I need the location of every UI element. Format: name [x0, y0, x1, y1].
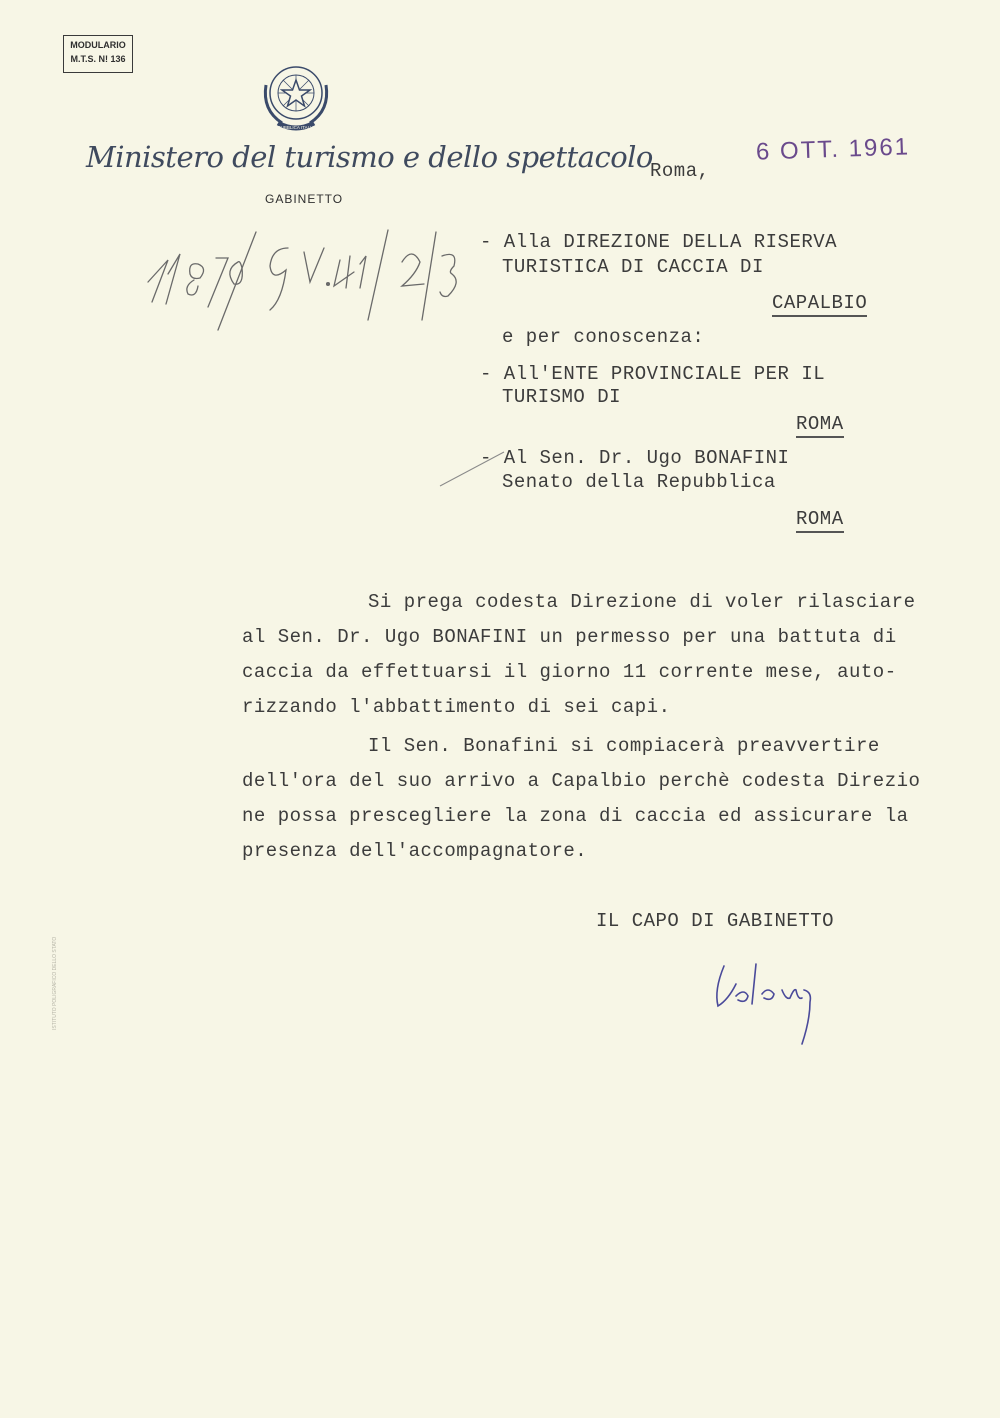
recipient-3-line-1: - Al Sen. Dr. Ugo BONAFINI	[480, 447, 790, 469]
date-stamp: 6 OTT. 1961	[755, 133, 911, 166]
protocol-number	[138, 222, 468, 332]
body-line-7: ne possa prescegliere la zona di caccia ed assicurare la	[242, 805, 909, 827]
modulario-box	[63, 35, 133, 73]
recipient-2-line-1: - All'ENTE PROVINCIALE PER IL	[480, 363, 826, 385]
handwritten-signature	[710, 960, 830, 1050]
body-line-5: Il Sen. Bonafini si compiacerà preavvertire	[368, 735, 880, 757]
recipient-2-line-2: TURISMO DI	[502, 386, 622, 408]
office-label: GABINETTO	[265, 192, 344, 206]
body-line-8: presenza dell'accompagnatore.	[242, 840, 588, 862]
form-number: M.T.S. N! 136	[70, 54, 126, 64]
body-line-4: rizzando l'abbattimento di sei capi.	[242, 696, 671, 718]
recipient-1-line-1: - Alla DIREZIONE DELLA RISERVA	[480, 231, 838, 253]
emblem-caption: REPUBBLICA ITALIANA	[271, 125, 321, 130]
place: Roma,	[650, 160, 710, 182]
cc-label: e per conoscenza:	[502, 326, 705, 348]
signature-strokes	[710, 960, 830, 1050]
recipient-1-place: CAPALBIO	[772, 292, 867, 317]
modulario-label: MODULARIO	[70, 40, 126, 50]
italian-republic-emblem-icon	[258, 55, 334, 135]
body-line-6: dell'ora del suo arrivo a Capalbio perchè codesta Direzio	[242, 770, 921, 792]
body-line-1: Si prega codesta Direzione di voler rilasciare	[368, 591, 916, 613]
body-line-3: caccia da effettuarsi il giorno 11 corrente mese, auto-	[242, 661, 897, 683]
body-line-2: al Sen. Dr. Ugo BONAFINI un permesso per una battuta di	[242, 626, 897, 648]
protocol-handwriting-strokes	[138, 222, 468, 332]
signature-title: IL CAPO DI GABINETTO	[596, 910, 835, 932]
recipient-3-line-2: Senato della Repubblica	[502, 471, 776, 493]
recipient-1-line-2: TURISTICA DI CACCIA DI	[502, 256, 764, 278]
recipient-2-place: ROMA	[796, 413, 844, 438]
ministry-heading: Ministero del turismo e dello spettacolo	[86, 140, 653, 174]
recipient-3-place: ROMA	[796, 508, 844, 533]
printer-imprint: ISTITUTO POLIGRAFICO DELLO STATO	[52, 936, 58, 1030]
